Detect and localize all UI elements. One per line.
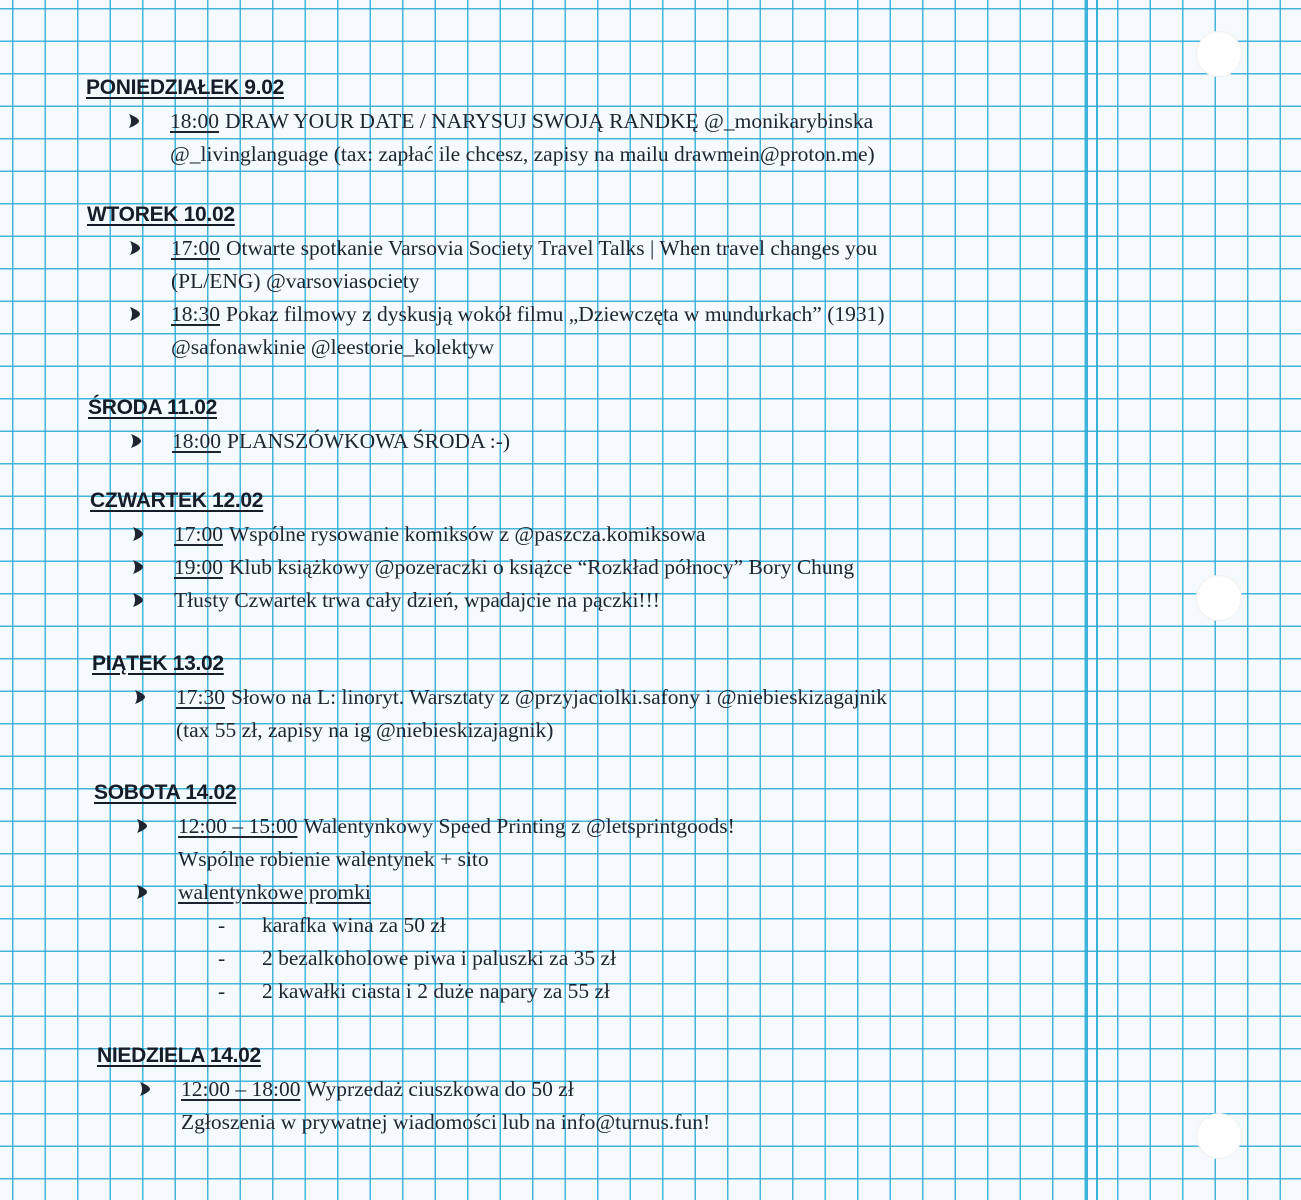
day-sunday	[97, 1043, 710, 1139]
event-text: (tax 55 zł, zapisy na ig @niebieskizajagnik)	[176, 718, 554, 742]
day-monday	[86, 75, 875, 171]
event-item	[97, 1073, 710, 1139]
event-text: Wspólne robienie walentynek + sito	[178, 847, 489, 871]
event-text: @_livinglanguage (tax: zapłać ile chcesz, zapisy na mailu drawmein@proton.me)	[170, 142, 875, 166]
day-heading: NIEDZIELA 14.02	[97, 1044, 261, 1067]
event-text: Wspólne rysowanie komiksów z @paszcza.komiksowa	[228, 522, 706, 546]
day-tuesday	[87, 202, 885, 364]
event-text: Wyprzedaż ciuszkowa do 50 zł	[306, 1077, 574, 1101]
punch-hole	[1196, 1113, 1242, 1159]
bullet-icon	[129, 240, 141, 256]
event-item	[86, 105, 875, 171]
event-time: 17:00	[174, 522, 223, 546]
promo-text: karafka wina za 50 zł	[262, 913, 446, 937]
event-item	[90, 584, 854, 617]
event-time: 19:00	[174, 555, 223, 579]
dash-marker: -	[218, 913, 226, 937]
bullet-icon	[130, 433, 142, 449]
event-item	[90, 518, 854, 551]
bullet-icon	[132, 526, 144, 542]
promo-title: walentynkowe promki	[178, 880, 371, 904]
day-friday	[92, 651, 887, 747]
event-text: Walentynkowy Speed Printing z @letsprintgoods!	[303, 814, 735, 838]
event-text: Klub książkowy @pozeraczki o książce “Rozkład północy” Bory Chung	[228, 555, 855, 579]
promo-text: 2 kawałki ciasta i 2 duże napary za 55 zł	[262, 979, 611, 1003]
event-time: 17:30	[176, 685, 225, 709]
day-heading: CZWARTEK 12.02	[90, 489, 264, 512]
margin-line	[1086, 0, 1088, 1200]
promo-item	[94, 975, 735, 1008]
event-time: 17:00	[171, 236, 220, 260]
event-item	[94, 810, 735, 876]
event-text: Tłusty Czwartek trwa cały dzień, wpadajcie na pączki!!!	[174, 588, 660, 612]
day-heading: PIĄTEK 13.02	[92, 652, 224, 675]
event-text: @safonawkinie @leestorie_kolektyw	[171, 335, 495, 359]
promo-heading	[94, 876, 735, 909]
bullet-icon	[128, 113, 140, 129]
day-saturday	[94, 780, 735, 1008]
event-item	[88, 425, 510, 458]
event-text: Słowo na L: linoryt. Warsztaty z @przyjaciolki.safony i @niebieskizagajnik	[230, 685, 888, 709]
punch-hole	[1196, 31, 1242, 77]
day-heading: PONIEDZIAŁEK 9.02	[86, 76, 284, 99]
day-heading: WTOREK 10.02	[87, 203, 235, 226]
event-text: Pokaz filmowy z dyskusją wokół filmu „Dziewczęta w mundurkach” (1931)	[225, 302, 885, 326]
event-time: 18:30	[171, 302, 220, 326]
bullet-icon	[134, 689, 146, 705]
event-item	[87, 232, 885, 298]
punch-hole	[1196, 575, 1242, 621]
bullet-icon	[132, 592, 144, 608]
dash-marker: -	[218, 946, 226, 970]
event-text: Zgłoszenia w prywatnej wiadomości lub na info@turnus.fun!	[181, 1110, 711, 1134]
event-text: DRAW YOUR DATE / NARYSUJ SWOJĄ RANDKĘ @_monikarybinska	[224, 109, 874, 133]
event-item	[87, 298, 885, 364]
promo-item	[94, 909, 735, 942]
bullet-icon	[132, 559, 144, 575]
event-text: Otwarte spotkanie Varsovia Society Travel Talks | When travel changes you	[225, 236, 878, 260]
dash-marker: -	[218, 979, 226, 1003]
event-text: PLANSZÓWKOWA ŚRODA :-)	[226, 429, 511, 453]
event-item	[90, 551, 854, 584]
bullet-icon	[129, 306, 141, 322]
event-text: (PL/ENG) @varsoviasociety	[171, 269, 420, 293]
event-time: 12:00 – 18:00	[181, 1077, 301, 1101]
promo-item	[94, 942, 735, 975]
event-time: 12:00 – 15:00	[178, 814, 298, 838]
bullet-icon	[136, 884, 148, 900]
event-item	[92, 681, 887, 747]
margin-line	[1096, 0, 1098, 1200]
day-thursday	[90, 488, 854, 617]
day-wednesday	[88, 395, 510, 458]
event-time: 18:00	[172, 429, 221, 453]
day-heading: ŚRODA 11.02	[88, 396, 217, 419]
promo-text: 2 bezalkoholowe piwa i paluszki za 35 zł	[262, 946, 617, 970]
day-heading: SOBOTA 14.02	[94, 781, 237, 804]
event-time: 18:00	[170, 109, 219, 133]
bullet-icon	[139, 1081, 151, 1097]
bullet-icon	[136, 818, 148, 834]
